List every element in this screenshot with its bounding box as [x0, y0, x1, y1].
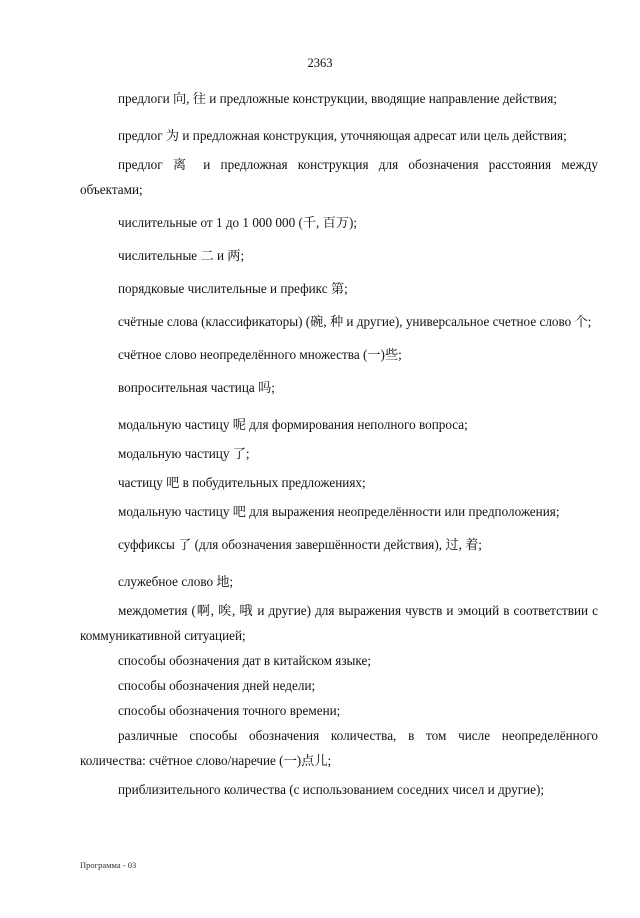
list-item: модальную частицу 了; — [118, 446, 250, 461]
list-item: суффиксы 了 (для обозначения завершённости действия), 过, 着; — [118, 537, 482, 552]
list-item: числительные 二 и 两; — [118, 248, 245, 263]
list-item: предлог 为 и предложная конструкция, уточняющая адресат или цель действия; — [118, 128, 567, 143]
page-number: 2363 — [307, 56, 333, 70]
list-item: счётные слова (классификаторы) (碗, 种 и другие), универсальное счетное слово 个; — [118, 314, 592, 329]
list-item: числительные от 1 до 1 000 000 (千, 百万); — [118, 215, 358, 230]
list-item: предлог 离 и предложная конструкция для обозначения расстояния между объектами; — [80, 157, 598, 197]
list-item: различные способы обозначения количества, в том числе неопределённого количества: счётное слово/наречие (一)点儿; — [80, 728, 598, 768]
list-item: вопросительная частица 吗; — [118, 380, 275, 395]
list-item: модальную частицу 吧 для выражения неопределённости или предположения; — [118, 504, 560, 519]
list-item: порядковые числительные и префикс 第; — [118, 281, 348, 296]
list-item: предлоги 向, 往 и предложные конструкции, вводящие направление действия; — [118, 91, 557, 106]
list-item: модальную частицу 呢 для формирования неполного вопроса; — [118, 417, 468, 432]
page-footer: Программа - 03 — [80, 860, 137, 870]
list-item: приблизительного количества (с использованием соседних чисел и другие); — [118, 782, 545, 797]
list-item: счётное слово неопределённого множества (一)些; — [118, 347, 402, 362]
list-item: междометия (啊, 唉, 哦 и другие) для выражения чувств и эмоций в соответствии с коммуникативной ситуацией; — [80, 603, 598, 643]
list-item: способы обозначения дат в китайском языке; — [118, 653, 372, 668]
list-item: служебное слово 地; — [118, 574, 234, 589]
list-item: способы обозначения точного времени; — [118, 703, 341, 718]
list-item: способы обозначения дней недели; — [118, 678, 316, 693]
list-item: частицу 吧 в побудительных предложениях; — [118, 475, 366, 490]
document-body — [80, 86, 598, 802]
